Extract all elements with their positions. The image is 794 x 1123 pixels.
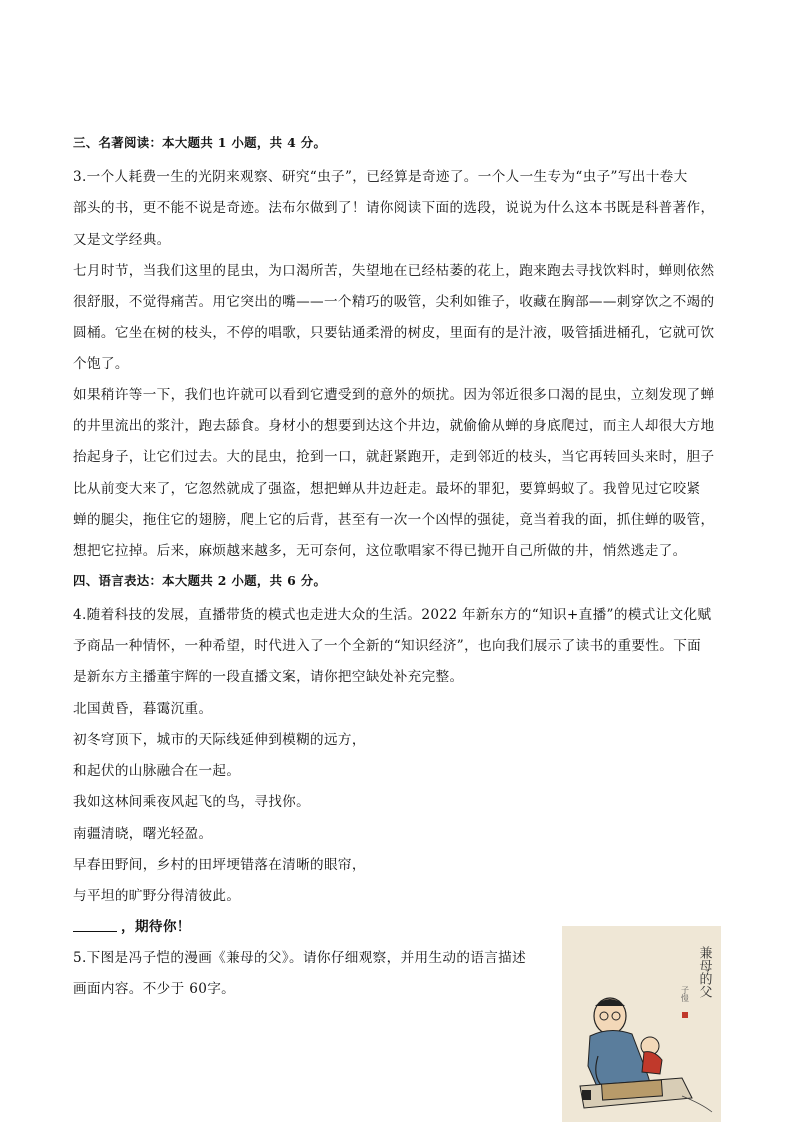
poem-line-2: 初冬穹顶下，城市的天际线延伸到模糊的远方， bbox=[73, 732, 366, 748]
passage-p1-line-4: 个饱了。 bbox=[73, 356, 129, 372]
q3-line-1: 3.一个人耗费一生的光阴来观察、研究“虫子”，已经算是奇迹了。一个人一生专为“虫子”写出十卷大 bbox=[73, 169, 688, 185]
passage-p2-line-6: 想把它拉掉。后来，麻烦越来越多，无可奈何，这位歌唱家不得已抛开自己所做的井，悄然逃走了。 bbox=[73, 543, 687, 559]
poem-line-1: 北国黄昏，暮霭沉重。 bbox=[73, 701, 213, 717]
cartoon-drawing bbox=[562, 926, 721, 1122]
q4-line-1: 4.随着科技的发展，直播带货的模式也走进大众的生活。2022 年新东方的“知识+直播”的模式让文化赋 bbox=[73, 607, 712, 623]
q3-line-3: 又是文学经典。 bbox=[73, 232, 171, 248]
passage-p2-line-1: 如果稍许等一下，我们也许就可以看到它遭受到的意外的烦扰。因为邻近很多口渴的昆虫，立刻发现了蝉 bbox=[73, 387, 715, 403]
passage-p2-line-4: 比从前变大来了，它忽然就成了强盗，想把蝉从井边赶走。最坏的罪犯，要算蚂蚁了。我曾见过它咬紧 bbox=[73, 481, 701, 497]
q3-line-2: 部头的书，更不能不说是奇迹。法布尔做到了！请你阅读下面的选段，说说为什么这本书既是科普著作， bbox=[73, 200, 715, 216]
fill-in-suffix: ，期待你！ bbox=[121, 919, 191, 935]
passage-p1-line-3: 圆桶。它坐在树的枝头，不停的唱歌，只要钻通柔滑的树皮，里面有的是汁液，吸管插进桶孔，它就可饮 bbox=[73, 325, 715, 341]
seal-stamp bbox=[682, 1012, 688, 1018]
poem-line-6: 早春田野间，乡村的田坪埂错落在清晰的眼帘， bbox=[73, 857, 366, 873]
q4-line-2: 予商品一种情怀，一种希望，时代进入了一个全新的“知识经济”，也向我们展示了读书的重要性。下面 bbox=[73, 638, 702, 654]
poem-line-5: 南疆清晓，曙光轻盈。 bbox=[73, 826, 213, 842]
q5-line-1: 5.下图是冯子恺的漫画《兼母的父》。请你仔细观察，并用生动的语言描述 bbox=[73, 950, 527, 966]
passage-p1-line-1: 七月时节，当我们这里的昆虫，为口渴所苦，失望地在已经枯萎的花上，跑来跑去寻找饮料时，蝉则依然 bbox=[73, 263, 715, 279]
passage-p2-line-2: 的井里流出的浆汁，跑去舔食。身材小的想要到达这个井边，就偷偷从蝉的身底爬过，而主人却很大方地 bbox=[73, 418, 715, 434]
section-4-title: 四、语言表达：本大题共 2 小题，共 6 分。 bbox=[73, 573, 327, 588]
artist-signature: 子愷 bbox=[680, 986, 690, 1002]
passage-p2-line-5: 蝉的腿尖，拖住它的翅膀，爬上它的后背，甚至有一次一个凶悍的强徒，竟当着我的面，抓住蝉的吸管， bbox=[73, 512, 715, 528]
section-3-title: 三、名著阅读：本大题共 1 小题，共 4 分。 bbox=[73, 135, 327, 150]
cartoon-illustration bbox=[562, 926, 721, 1122]
ink-bottle bbox=[582, 1090, 591, 1100]
poem-line-3: 和起伏的山脉融合在一起。 bbox=[73, 763, 241, 779]
q5-line-2: 画面内容。不少于 60字。 bbox=[73, 981, 236, 997]
answer-blank[interactable] bbox=[73, 919, 117, 932]
poem-line-7: 与平坦的旷野分得清彼此。 bbox=[73, 888, 241, 904]
calligraphy-title: 兼母的父 bbox=[696, 946, 712, 998]
passage-p1-line-2: 很舒服，不觉得痛苦。用它突出的嘴——一个精巧的吸管，尖利如锥子，收藏在胸部——刺穿饮之不竭的 bbox=[73, 294, 715, 310]
passage-p2-line-3: 抬起身子，让它们过去。大的昆虫，抢到一口，就赶紧跑开，走到邻近的枝头，当它再转回头来时，胆子 bbox=[73, 449, 715, 465]
q4-line-3: 是新东方主播董宇辉的一段直播文案，请你把空缺处补充完整。 bbox=[73, 669, 464, 685]
poem-line-4: 我如这林间乘夜风起飞的鸟，寻找你。 bbox=[73, 794, 311, 810]
